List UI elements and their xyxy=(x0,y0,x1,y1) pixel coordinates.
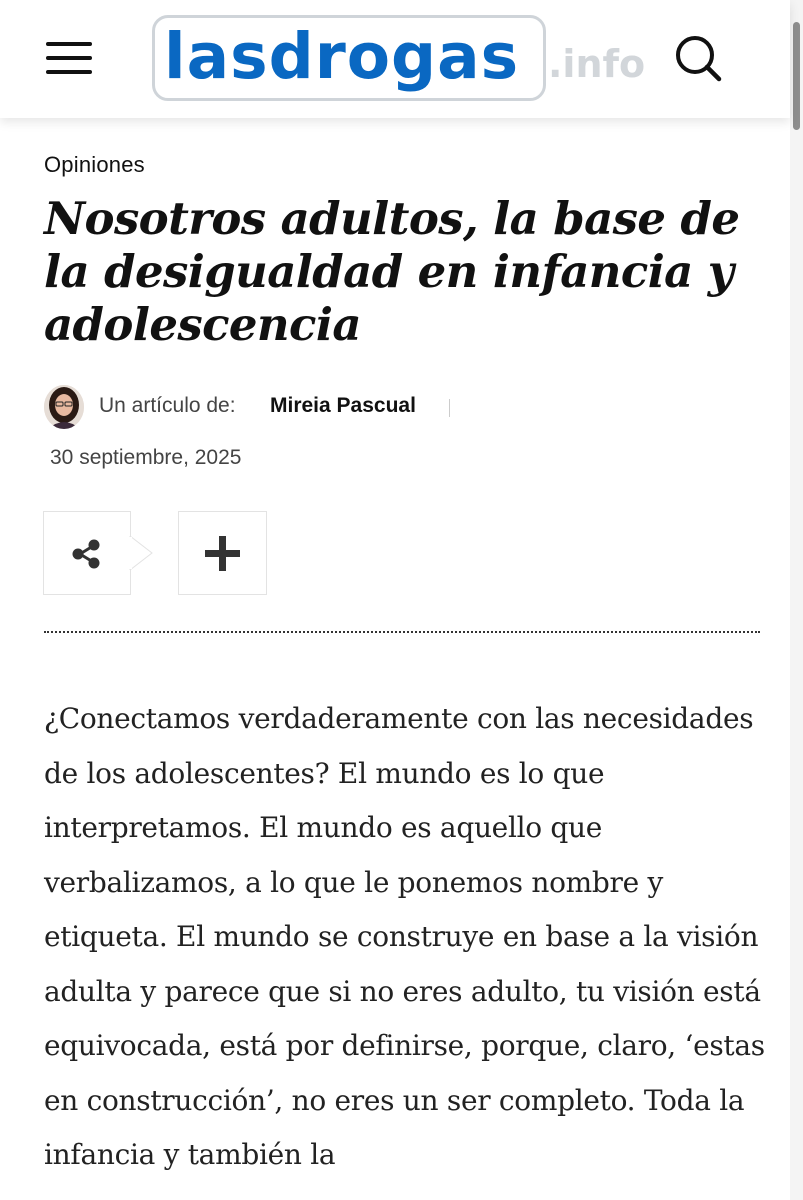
search-icon xyxy=(672,32,724,84)
site-logo[interactable] xyxy=(152,15,652,105)
article-body: ¿Conectamos verdaderamente con las necesidades de los adolescentes? El mundo es lo que interpretamos. El mundo es aquello que verbalizamos, a lo que le ponemos nombre y etiqueta. El mundo se construye en base a la visión adulta y parece que si no eres adulto, tu visión está equivocada, está por definirse, porque, claro, ‘estas en construcción’, no eres un ser completo. Toda la infancia y también la xyxy=(44,702,765,1171)
author-name-link[interactable]: Mireia Pascual xyxy=(270,394,416,417)
scrollbar-thumb[interactable] xyxy=(793,22,800,130)
logo-text: lasdrogas xyxy=(164,20,520,93)
hamburger-menu-icon-line xyxy=(46,56,92,60)
author-meta xyxy=(44,385,764,431)
publish-date: 30 septiembre, 2025 xyxy=(50,446,242,469)
avatar-portrait-icon xyxy=(44,385,84,429)
category-link[interactable]: Opiniones xyxy=(44,152,145,177)
scrollbar[interactable] xyxy=(790,0,803,1200)
site-header xyxy=(0,0,790,118)
search-button[interactable] xyxy=(672,32,724,84)
hamburger-menu-icon xyxy=(46,42,92,46)
author-by-label: Un artículo de: xyxy=(99,394,236,417)
share-button[interactable] xyxy=(43,511,131,595)
plus-icon xyxy=(178,511,267,595)
author-avatar[interactable] xyxy=(44,385,84,429)
article-title: Nosotros adultos, la base de la desigualdad en infancia y adolescencia xyxy=(44,192,740,351)
meta-separator xyxy=(449,399,450,417)
share-pointer-arrow xyxy=(128,536,162,570)
share-icon xyxy=(43,511,131,595)
more-options-button[interactable] xyxy=(178,511,267,595)
hamburger-menu-icon-line xyxy=(46,70,92,74)
content-divider xyxy=(44,631,760,633)
menu-button[interactable] xyxy=(40,36,98,82)
logo-suffix: .info xyxy=(548,42,646,86)
